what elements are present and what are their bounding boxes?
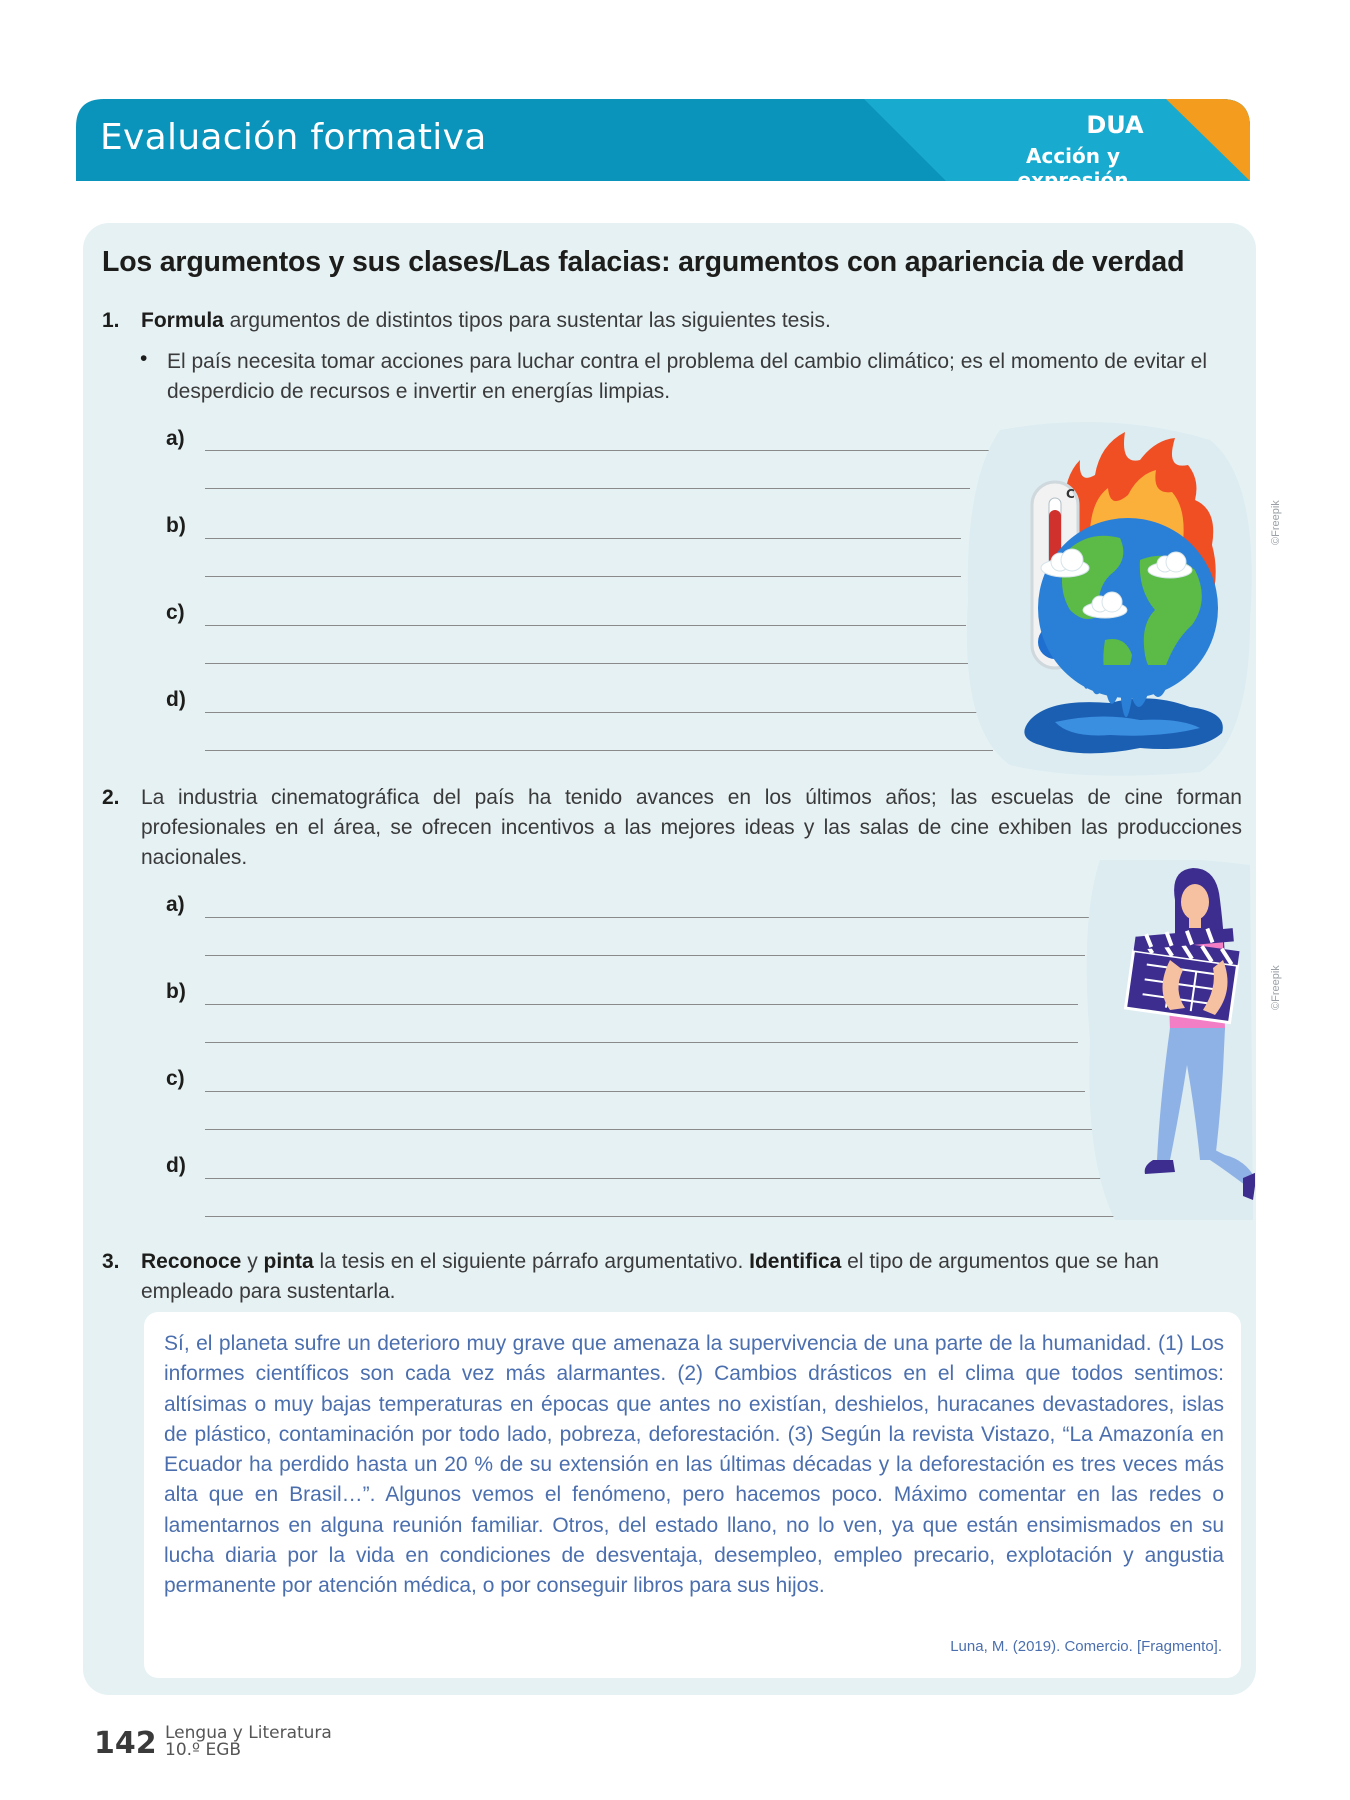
answer-line[interactable] <box>205 712 983 713</box>
melting-earth-illustration <box>960 420 1260 780</box>
answer-line[interactable] <box>205 576 961 577</box>
thesis-text: El país necesita tomar acciones para luchar contra el problema del cambio climático; es el momento de evitar el desperdicio de recursos e invertir en energías limpias. <box>167 350 1208 403</box>
answer-label-d: d) <box>166 1154 186 1177</box>
question-verb: Formula <box>141 309 224 332</box>
answer-line[interactable] <box>205 917 1097 918</box>
answer-line[interactable] <box>205 955 1085 956</box>
question-number: 3. <box>102 1250 120 1273</box>
question-3-prompt <box>141 1247 1242 1307</box>
question-text: la tesis en el siguiente párrafo argumentativo. <box>313 1250 750 1273</box>
answer-label-b: b) <box>166 980 186 1003</box>
answer-line[interactable] <box>205 750 993 751</box>
question-verb: Reconoce <box>141 1250 242 1273</box>
answer-line[interactable] <box>205 1042 1078 1043</box>
argumentative-passage[interactable]: Sí, el planeta sufre un deterioro muy grave que amenaza la supervivencia de una parte de la humanidad. (1) Los informes científicos son cada vez más alarmantes. (2) Cambios drásticos en el clima que todos sentimos: altísimas o muy bajas temperaturas en épocas que antes no existían, deshielos, huracanes devastadores, islas de plástico, contaminación por todo lado, pobreza, deforestación. (3) Según la revista Vistazo, “La Amazonía en Ecuador ha perdido hasta un 20 % de su extensión en las últimas décadas y la deforestación es tres veces más alta que en Brasil…”. Algunos vemos el fenómeno, pero hacemos poco. Máximo comentar en las redes o lamentarnos en alguna reunión familiar. Otros, del estado llano, no lo ven, ya que están ensimismados en su lucha diaria por la vida en condiciones de desventaja, desempleo, empleo precario, explotación y angustia permanente por atención médica, o por conseguir libros para sus hijos. <box>164 1332 1224 1598</box>
dua-subtitle: Acción y expresión <box>1017 144 1129 192</box>
footer-subject <box>165 1725 332 1759</box>
answer-label-a: a) <box>166 427 185 450</box>
answer-label-a: a) <box>166 893 185 916</box>
answer-line[interactable] <box>205 663 972 664</box>
question-2-text: La industria cinematográfica del país ha tenido avances en los últimos años; las escuelas de cine forman profesionales en el área, se ofrecen incentivos a las mejores ideas y las salas de cine exhiben las producciones nacionales. <box>141 786 1242 869</box>
bullet-point: • <box>140 347 148 370</box>
answer-line[interactable] <box>205 450 991 451</box>
thermometer-unit: C <box>1066 487 1075 501</box>
header-banner <box>76 99 1250 192</box>
image-credit: ©Freepik <box>1270 500 1282 545</box>
answer-label-b: b) <box>166 514 186 537</box>
grade-level: 10.º EGB <box>165 1740 242 1760</box>
answer-label-c: c) <box>166 601 185 624</box>
answer-line[interactable] <box>205 1216 1127 1217</box>
question-text: argumentos de distintos tipos para sustentar las siguientes tesis. <box>223 309 831 332</box>
question-text: el tipo de argumentos que se han empleado para sustentarla. <box>141 1250 1159 1303</box>
question-1-prompt <box>141 306 831 336</box>
activity-heading: Los argumentos y sus clases/Las falacias: argumentos con apariencia de verdad <box>102 246 1185 278</box>
passage-citation: Luna, M. (2019). Comercio. [Fragmento]. <box>950 1638 1222 1655</box>
question-text: y <box>241 1250 264 1273</box>
answer-line[interactable] <box>205 1129 1095 1130</box>
answer-line[interactable] <box>205 488 970 489</box>
answer-line[interactable] <box>205 1091 1085 1092</box>
page-section-title: Evaluación formativa <box>100 117 487 158</box>
answer-line[interactable] <box>205 1178 1110 1179</box>
image-credit: ©Freepik <box>1270 965 1282 1010</box>
page-number: 142 <box>94 1726 157 1761</box>
answer-line[interactable] <box>205 1004 1078 1005</box>
dua-label: DUA <box>1086 111 1144 139</box>
question-verb: Identifica <box>749 1250 842 1273</box>
answer-label-c: c) <box>166 1067 185 1090</box>
answer-label-d: d) <box>166 688 186 711</box>
subject-name: Lengua y Literatura <box>165 1723 332 1743</box>
answer-line[interactable] <box>205 625 966 626</box>
question-number: 1. <box>102 309 120 332</box>
question-verb: pinta <box>263 1250 314 1273</box>
woman-clapperboard-illustration <box>1075 860 1255 1220</box>
answer-line[interactable] <box>205 538 961 539</box>
question-number: 2. <box>102 786 120 809</box>
